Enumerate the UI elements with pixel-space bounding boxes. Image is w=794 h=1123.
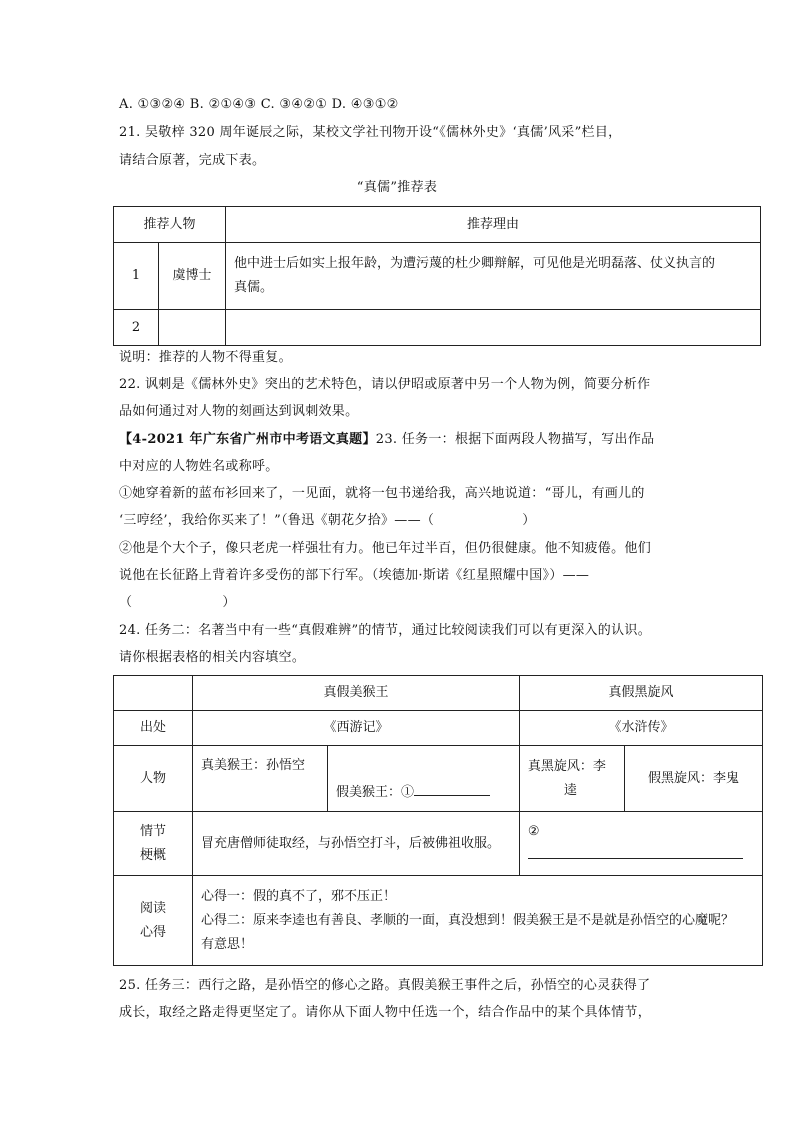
row-plot-label-line2: 梗概 [139,847,166,863]
col-header-a: 真假美猴王 [193,676,520,711]
q23-p2-open: （ [119,595,133,610]
q23-p1-text: ‘三哼经’，我给你买来了！”（鲁迅《朝花夕拾》——（ [119,513,435,528]
plot-b [519,812,762,876]
person-a-fake-label: 假美猴王：① [336,785,415,800]
q23-p2-close: ） [222,595,236,610]
q25-line1: 25. 任务三：西行之路，是孙悟空的修心之路。真假美猴王事件之后，孙悟空的心灵获得了 [119,978,651,993]
row2-person[interactable] [159,310,226,346]
q23-p2-line2: 说他在长征路上背着许多受伤的部下行军。（埃德加·斯诺《红星照耀中国》）—— [119,568,590,583]
row1-reason-line1: 他中进士后如实上报年龄，为遭污蔑的杜少卿辩解，可见他是光明磊落、仗义执言的 [234,256,716,271]
row-person-label: 人物 [114,746,193,812]
q21-line2: 请结合原著，完成下表。 [119,153,266,168]
true-false-table [113,675,763,966]
recommend-table [113,206,761,346]
corner-cell [114,676,193,711]
plot-b-marker: ② [527,823,540,839]
row1-person: 虞博士 [159,243,226,310]
q25-line2: 成长，取经之路走得更坚定了。请你从下面人物中任选一个，结合作品中的某个具体情节， [119,1005,652,1020]
q24-line2: 请你根据表格的相关内容填空。 [119,650,306,665]
q23-p1-close: ） [522,513,536,528]
q21-note: 说明：推荐的人物不得重复。 [119,350,292,365]
q20-options: A. ①③②④ B. ②①④③ C. ③④②① D. ④③①② [119,97,399,112]
row-read-label-line2: 心得 [139,924,166,940]
read-notes [193,876,763,966]
row-source-label: 出处 [114,711,193,746]
row1-no: 1 [114,243,159,310]
table1-title: “真儒”推荐表 [356,180,438,195]
row-plot-label [114,812,193,876]
q23-source-tag: 【4-2021 年广东省广州市中考语文真题】 [119,432,376,447]
row2-no: 2 [114,310,159,346]
q22-line2: 品如何通过对人物的刻画达到讽刺效果。 [119,404,359,419]
q23-line1-rest: 23. 任务一：根据下面两段人物描写，写出作品 [375,432,655,447]
q23-p2-line1: ②他是个大个子，像只老虎一样强壮有力。他已年过半百，但仍很健康。他不知疲倦。他们 [119,541,652,556]
q21-line1: 21. 吴敬梓 320 周年诞辰之际，某校文学社刊物开设“《儒林外史》‘真儒’风采”栏目， [119,125,622,140]
q23-line2: 中对应的人物姓名或称呼。 [119,459,279,474]
person-b-true [519,746,624,812]
answer-blank-3[interactable] [414,781,490,796]
q23-p1-line2 [119,511,536,531]
person-a-true: 真美猴王：孙悟空 [193,746,328,812]
source-b: 《水浒传》 [519,711,762,746]
person-b-true-line1: 真黑旋风：李 [527,758,606,774]
person-b-true-line2: 逵 [563,782,577,798]
row-read-label-line1: 阅读 [139,900,166,916]
q24-line1: 24. 任务二：名著当中有一些“真假难辨”的情节，通过比较阅读我们可以有更深入的认识。 [119,623,651,638]
plot-a: 冒充唐僧师徒取经，与孙悟空打斗，后被佛祖收服。 [193,812,520,876]
header-person: 推荐人物 [114,207,226,243]
q22-line1: 22. 讽刺是《儒林外史》突出的艺术特色，请以伊昭或原著中另一个人物为例，简要分析作 [119,377,651,392]
row2-reason[interactable] [226,310,761,346]
row-read-label [114,876,193,966]
read-note-2: 心得二：原来李逵也有善良、孝顺的一面，真没想到！假美猴王是不是就是孙悟空的心魔呢？ [201,912,735,928]
row1-reason [226,243,761,310]
source-a: 《西游记》 [193,711,520,746]
q23-line1 [119,430,654,450]
read-note-3: 有意思！ [201,936,254,952]
person-b-fake: 假黑旋风：李鬼 [624,746,762,812]
header-reason: 推荐理由 [226,207,761,243]
row1-reason-line2: 真儒。 [234,280,274,295]
row-plot-label-line1: 情节 [139,823,166,839]
read-note-1: 心得一：假的真不了，邪不压正！ [201,888,397,904]
q23-p2-line3 [119,593,236,613]
person-a-fake [328,746,520,812]
q23-p1-line1: ①她穿着新的蓝布衫回来了，一见面，就将一包书递给我，高兴地说道：“哥儿，有画儿的 [119,486,645,501]
answer-blank-4[interactable] [528,844,743,859]
col-header-b: 真假黑旋风 [519,676,762,711]
